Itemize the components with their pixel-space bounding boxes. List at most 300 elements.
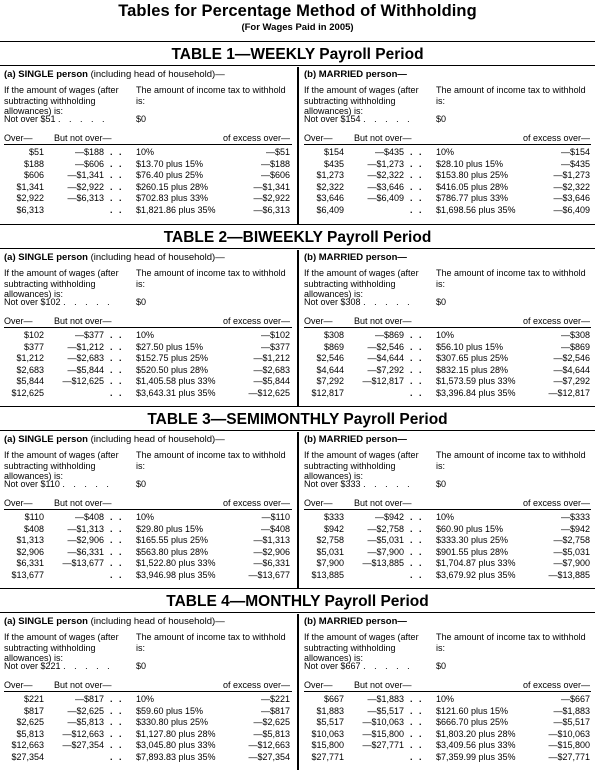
tax-to-withhold-label: The amount of income tax to withhold is:	[136, 85, 286, 106]
leader-dots: . .	[410, 523, 424, 534]
table-row	[4, 193, 292, 205]
section-top-rule	[0, 406, 595, 407]
excess-over-amount: —$667	[560, 694, 590, 704]
leader-dots: . .	[110, 204, 124, 215]
married-label: (b) MARRIED person—	[304, 252, 407, 263]
not-over-row	[304, 297, 413, 308]
leader-dots: . .	[410, 728, 424, 739]
leader-dots: . .	[410, 193, 424, 203]
over-amount: $2,906	[16, 546, 44, 557]
excess-over-amount: —$12,625	[248, 387, 290, 398]
but-not-over-amount: —$6,409	[367, 193, 404, 203]
col-header-but-not-over: But not over—	[354, 498, 412, 508]
table-row	[304, 740, 592, 752]
married-label: (b) MARRIED person—	[304, 616, 407, 627]
table-row	[304, 524, 592, 536]
tax-amount: $1,698.56 plus 35%	[436, 204, 516, 215]
leader-dots: . .	[410, 204, 424, 215]
but-not-over-amount: —$2,322	[367, 170, 404, 180]
over-amount: $5,031	[316, 546, 344, 557]
leader-dots: . .	[410, 512, 424, 522]
excess-over-amount: —$12,663	[248, 740, 290, 750]
tax-amount: $3,396.84 plus 35%	[436, 387, 516, 398]
tax-amount: $901.55 plus 28%	[436, 546, 509, 557]
table-row	[4, 388, 292, 400]
leader-dots: . . . . .	[58, 114, 108, 124]
col-header-over: Over—	[304, 680, 333, 690]
table-row	[4, 729, 292, 741]
tax-to-withhold-label: The amount of income tax to withhold is:	[136, 450, 286, 471]
single-panel-heading	[4, 435, 225, 446]
excess-over-amount: —$942	[560, 523, 590, 534]
leader-dots: . . . . .	[363, 479, 413, 489]
leader-dots: . . . . .	[363, 661, 413, 671]
excess-over-amount: —$408	[260, 523, 290, 534]
table-row	[4, 147, 292, 159]
not-over-tax: $0	[436, 297, 447, 307]
table-row	[304, 353, 592, 365]
leader-dots: . .	[110, 158, 124, 169]
table-row	[304, 159, 592, 171]
over-amount: $6,331	[16, 558, 44, 568]
excess-over-amount: —$7,292	[553, 376, 590, 386]
leader-dots: . .	[410, 158, 424, 169]
over-amount: $377	[23, 341, 44, 352]
excess-over-amount: —$5,517	[553, 717, 590, 727]
col-header-excess-over: of excess over—	[222, 133, 290, 143]
table-row	[304, 706, 592, 718]
over-amount: $27,771	[311, 751, 344, 762]
column-headers	[4, 498, 292, 509]
tax-amount: $153.80 plus 25%	[436, 170, 509, 180]
tax-amount: $416.05 plus 28%	[436, 181, 509, 192]
over-amount: $2,683	[16, 364, 44, 375]
col-header-excess-over: of excess over—	[522, 680, 590, 690]
excess-over-amount: —$4,644	[553, 364, 590, 375]
leader-dots: . .	[110, 535, 124, 545]
leader-dots: . .	[110, 341, 124, 352]
over-amount: $6,409	[316, 204, 344, 215]
column-headers	[4, 133, 292, 144]
wages-condition-label: If the amount of wages (after subtracting withholding allowances) is:	[304, 268, 419, 299]
leader-dots: . .	[110, 330, 124, 340]
tax-amount: $165.55 plus 25%	[136, 535, 209, 545]
not-over-row	[304, 114, 413, 125]
excess-over-amount: —$1,212	[253, 353, 290, 363]
leader-dots: . .	[110, 364, 124, 375]
bracket-rows	[304, 694, 592, 763]
tax-amount: $3,045.80 plus 33%	[136, 740, 216, 750]
table-row	[304, 342, 592, 354]
tax-amount: $666.70 plus 25%	[436, 717, 509, 727]
but-not-over-amount: —$435	[374, 147, 404, 157]
wages-condition-label: If the amount of wages (after subtracting withholding allowances) is:	[304, 632, 419, 663]
but-not-over-amount: —$188	[74, 147, 104, 157]
but-not-over-amount: —$2,906	[67, 535, 104, 545]
table-row	[4, 706, 292, 718]
over-amount: $27,354	[11, 751, 44, 762]
leader-dots: . .	[110, 728, 124, 739]
table-row	[304, 570, 592, 582]
single-label-suffix: (including head of household)—	[87, 69, 225, 80]
bracket-rows	[4, 694, 292, 763]
but-not-over-amount: —$377	[74, 330, 104, 340]
table-section	[0, 41, 595, 224]
tax-amount: $3,409.56 plus 33%	[436, 740, 516, 750]
leader-dots: . .	[410, 181, 424, 192]
but-not-over-amount: —$2,625	[67, 705, 104, 716]
but-not-over-amount: —$7,292	[367, 364, 404, 375]
over-amount: $1,313	[16, 535, 44, 545]
single-panel-heading	[4, 70, 225, 81]
excess-over-amount: —$188	[260, 158, 290, 169]
leader-dots: . .	[110, 193, 124, 203]
col-header-over: Over—	[4, 316, 33, 326]
married-label: (b) MARRIED person—	[304, 69, 407, 80]
over-amount: $154	[323, 147, 344, 157]
excess-over-amount: —$606	[260, 170, 290, 180]
over-amount: $188	[23, 158, 44, 169]
leader-dots: . .	[110, 147, 124, 157]
over-amount: $3,646	[316, 193, 344, 203]
table-row	[4, 694, 292, 706]
but-not-over-amount: —$6,331	[67, 546, 104, 557]
section-title: TABLE 3—SEMIMONTHLY Payroll Period	[147, 411, 448, 428]
table-row	[4, 159, 292, 171]
over-amount: $13,885	[311, 569, 344, 580]
not-over-row	[304, 661, 413, 672]
leader-dots: . .	[110, 387, 124, 398]
col-header-but-not-over: But not over—	[54, 316, 112, 326]
leader-dots: . .	[410, 376, 424, 386]
but-not-over-amount: —$869	[374, 330, 404, 340]
tax-to-withhold-label: The amount of income tax to withhold is:	[436, 268, 586, 289]
over-amount: $4,644	[316, 364, 344, 375]
tax-amount: $1,522.80 plus 33%	[136, 558, 216, 568]
excess-over-amount: —$1,883	[553, 705, 590, 716]
but-not-over-amount: —$13,677	[62, 558, 104, 568]
tax-amount: $59.60 plus 15%	[136, 705, 204, 716]
excess-over-amount: —$6,331	[253, 558, 290, 568]
section-top-rule	[0, 588, 595, 589]
col-header-excess-over: of excess over—	[222, 498, 290, 508]
leader-dots: . .	[410, 170, 424, 180]
table-row	[4, 535, 292, 547]
leader-dots: . .	[110, 694, 124, 704]
excess-over-amount: —$27,771	[548, 751, 590, 762]
table-row	[4, 524, 292, 536]
tax-amount: $3,679.92 plus 35%	[436, 569, 516, 580]
table-section	[0, 406, 595, 588]
panel-divider	[297, 250, 299, 406]
col-header-but-not-over: But not over—	[54, 498, 112, 508]
but-not-over-amount: —$13,885	[362, 558, 404, 568]
leader-dots: . .	[110, 751, 124, 762]
not-over-row	[4, 297, 113, 308]
tax-to-withhold-label: The amount of income tax to withhold is:	[436, 450, 586, 471]
not-over-tax: $0	[436, 661, 447, 671]
tax-amount: $1,803.20 plus 28%	[436, 728, 516, 739]
excess-over-amount: —$51	[265, 147, 290, 157]
but-not-over-amount: —$27,354	[62, 740, 104, 750]
tax-amount: 10%	[436, 330, 455, 340]
column-header-rule	[4, 144, 292, 145]
table-row	[4, 330, 292, 342]
section-title-rule	[0, 612, 595, 613]
table-row	[304, 330, 592, 342]
over-amount: $13,677	[11, 569, 44, 580]
table-row	[4, 570, 292, 582]
section-header	[0, 224, 595, 250]
but-not-over-amount: —$12,663	[62, 728, 104, 739]
over-amount: $221	[23, 694, 44, 704]
leader-dots: . .	[410, 717, 424, 727]
column-header-rule	[4, 691, 292, 692]
tax-amount: $520.50 plus 28%	[136, 364, 209, 375]
tax-amount: $76.40 plus 25%	[136, 170, 204, 180]
but-not-over-amount: —$12,625	[62, 376, 104, 386]
but-not-over-amount: —$2,546	[367, 341, 404, 352]
table-row	[4, 365, 292, 377]
tax-amount: $702.83 plus 33%	[136, 193, 209, 203]
leader-dots: . .	[110, 353, 124, 363]
not-over-amount: Not over $51	[4, 114, 56, 124]
col-header-over: Over—	[304, 133, 333, 143]
but-not-over-amount: —$2,758	[367, 523, 404, 534]
section-top-rule	[0, 41, 595, 42]
but-not-over-amount: —$3,646	[367, 181, 404, 192]
leader-dots: . .	[410, 147, 424, 157]
tax-amount: 10%	[136, 512, 155, 522]
wages-condition-label: If the amount of wages (after subtracting withholding allowances) is:	[4, 450, 119, 481]
table-row	[4, 182, 292, 194]
over-amount: $110	[24, 512, 44, 522]
tax-to-withhold-label: The amount of income tax to withhold is:	[436, 632, 586, 653]
table-row	[4, 547, 292, 559]
but-not-over-amount: —$1,341	[67, 170, 104, 180]
over-amount: $2,625	[16, 717, 44, 727]
tax-amount: $29.80 plus 15%	[136, 523, 204, 534]
col-header-excess-over: of excess over—	[522, 133, 590, 143]
table-row	[304, 205, 592, 217]
over-amount: $5,844	[16, 376, 44, 386]
but-not-over-amount: —$15,800	[362, 728, 404, 739]
column-header-rule	[304, 144, 591, 145]
but-not-over-amount: —$606	[74, 158, 104, 169]
table-row	[304, 694, 592, 706]
not-over-amount: Not over $308	[304, 297, 361, 307]
over-amount: $12,663	[11, 740, 44, 750]
leader-dots: . .	[410, 364, 424, 375]
leader-dots: . .	[110, 170, 124, 180]
table-row	[304, 535, 592, 547]
table-section	[0, 224, 595, 406]
over-amount: $12,625	[11, 387, 44, 398]
but-not-over-amount: —$1,273	[367, 158, 404, 169]
table-row	[4, 558, 292, 570]
over-amount: $606	[23, 170, 44, 180]
leader-dots: . .	[110, 558, 124, 568]
over-amount: $817	[23, 705, 44, 716]
but-not-over-amount: —$5,813	[67, 717, 104, 727]
excess-over-amount: —$110	[261, 512, 290, 522]
excess-over-amount: —$5,813	[253, 728, 290, 739]
tax-amount: $563.80 plus 28%	[136, 546, 209, 557]
excess-over-amount: —$333	[560, 512, 590, 522]
excess-over-amount: —$435	[560, 158, 590, 169]
excess-over-amount: —$102	[260, 330, 290, 340]
col-header-but-not-over: But not over—	[54, 133, 112, 143]
column-header-rule	[304, 327, 591, 328]
married-label: (b) MARRIED person—	[304, 434, 407, 445]
table-row	[4, 717, 292, 729]
but-not-over-amount: —$1,212	[67, 341, 104, 352]
tax-amount: $152.75 plus 25%	[136, 353, 209, 363]
single-label: (a) SINGLE person	[4, 252, 88, 263]
over-amount: $408	[23, 523, 44, 534]
over-amount: $102	[23, 330, 44, 340]
leader-dots: . .	[410, 353, 424, 363]
section-header	[0, 588, 595, 614]
over-amount: $7,900	[316, 558, 344, 568]
leader-dots: . .	[410, 341, 424, 352]
tax-to-withhold-label: The amount of income tax to withhold is:	[136, 632, 286, 653]
excess-over-amount: —$817	[260, 705, 290, 716]
over-amount: $2,922	[16, 193, 44, 203]
table-row	[304, 752, 592, 764]
but-not-over-amount: —$2,922	[67, 181, 104, 192]
column-headers	[304, 133, 592, 144]
col-header-over: Over—	[304, 316, 333, 326]
excess-over-amount: —$6,409	[553, 204, 590, 215]
section-title: TABLE 4—MONTHLY Payroll Period	[166, 593, 429, 610]
leader-dots: . .	[110, 569, 124, 580]
table-row	[304, 365, 592, 377]
not-over-tax: $0	[436, 114, 447, 124]
excess-over-amount: —$7,900	[553, 558, 590, 568]
tax-amount: $260.15 plus 28%	[136, 181, 209, 192]
wages-condition-label: If the amount of wages (after subtracting withholding allowances) is:	[4, 632, 119, 663]
single-label: (a) SINGLE person	[4, 69, 88, 80]
excess-over-amount: —$13,885	[548, 569, 590, 580]
leader-dots: . . . . .	[363, 297, 413, 307]
column-header-rule	[304, 509, 591, 510]
over-amount: $1,212	[16, 353, 44, 363]
but-not-over-amount: —$5,517	[367, 705, 404, 716]
page-subtitle: (For Wages Paid in 2005)	[241, 22, 354, 33]
but-not-over-amount: —$408	[74, 512, 104, 522]
tax-to-withhold-label: The amount of income tax to withhold is:	[436, 85, 586, 106]
over-amount: $333	[323, 512, 344, 522]
but-not-over-amount: —$1,883	[367, 694, 404, 704]
tax-amount: $1,821.86 plus 35%	[136, 204, 216, 215]
table-row	[4, 353, 292, 365]
col-header-over: Over—	[4, 680, 33, 690]
not-over-amount: Not over $154	[304, 114, 361, 124]
leader-dots: . .	[410, 705, 424, 716]
tax-amount: 10%	[436, 694, 455, 704]
excess-over-amount: —$154	[560, 147, 590, 157]
leader-dots: . . . . .	[62, 479, 112, 489]
single-label-suffix: (including head of household)—	[87, 616, 225, 627]
excess-over-amount: —$2,683	[253, 364, 290, 375]
excess-over-amount: —$13,677	[248, 569, 290, 580]
over-amount: $1,273	[316, 170, 344, 180]
tax-amount: $60.90 plus 15%	[436, 523, 504, 534]
leader-dots: . . . . .	[363, 114, 413, 124]
excess-over-amount: —$2,546	[553, 353, 590, 363]
leader-dots: . .	[110, 376, 124, 386]
over-amount: $942	[323, 523, 344, 534]
excess-over-amount: —$221	[260, 694, 290, 704]
excess-over-amount: —$27,354	[248, 751, 290, 762]
not-over-row	[4, 479, 112, 490]
column-header-rule	[4, 327, 292, 328]
but-not-over-amount: —$10,063	[362, 717, 404, 727]
leader-dots: . .	[410, 751, 424, 762]
col-header-excess-over: of excess over—	[522, 498, 590, 508]
tax-amount: $7,893.83 plus 35%	[136, 751, 216, 762]
column-headers	[4, 680, 292, 691]
bracket-rows	[304, 512, 592, 581]
single-panel-heading	[4, 617, 225, 628]
married-panel-heading	[304, 617, 407, 628]
excess-over-amount: —$2,625	[253, 717, 290, 727]
over-amount: $2,758	[316, 535, 344, 545]
column-headers	[304, 316, 592, 327]
leader-dots: . .	[110, 705, 124, 716]
over-amount: $12,817	[311, 387, 344, 398]
not-over-amount: Not over $667	[304, 661, 361, 671]
table-row	[304, 170, 592, 182]
excess-over-amount: —$1,341	[253, 181, 290, 192]
leader-dots: . .	[110, 740, 124, 750]
not-over-tax: $0	[436, 479, 447, 489]
over-amount: $5,517	[316, 717, 344, 727]
wages-condition-label: If the amount of wages (after subtracting withholding allowances) is:	[4, 268, 119, 299]
tax-amount: $1,405.58 plus 33%	[136, 376, 216, 386]
section-top-rule	[0, 224, 595, 225]
tax-amount: $1,127.80 plus 28%	[136, 728, 216, 739]
not-over-amount: Not over $102	[4, 297, 61, 307]
col-header-over: Over—	[4, 498, 33, 508]
tax-amount: $1,573.59 plus 33%	[436, 376, 516, 386]
over-amount: $1,341	[16, 181, 44, 192]
table-row	[4, 170, 292, 182]
page-title: Tables for Percentage Method of Withholding	[118, 2, 477, 20]
excess-over-amount: —$6,313	[253, 204, 290, 215]
tax-amount: $786.77 plus 33%	[436, 193, 509, 203]
leader-dots: . .	[110, 512, 124, 522]
col-header-excess-over: of excess over—	[222, 680, 290, 690]
over-amount: $308	[323, 330, 344, 340]
tax-amount: $28.10 plus 15%	[436, 158, 504, 169]
over-amount: $667	[323, 694, 344, 704]
not-over-tax: $0	[136, 114, 147, 124]
single-panel-heading	[4, 253, 225, 264]
not-over-tax: $0	[136, 661, 147, 671]
column-header-rule	[304, 691, 591, 692]
tax-amount: $27.50 plus 15%	[136, 341, 204, 352]
over-amount: $1,883	[316, 705, 344, 716]
single-label: (a) SINGLE person	[4, 616, 88, 627]
bracket-rows	[4, 330, 292, 399]
married-panel-heading	[304, 253, 407, 264]
tax-amount: 10%	[136, 694, 155, 704]
leader-dots: . .	[110, 717, 124, 727]
excess-over-amount: —$308	[560, 330, 590, 340]
married-panel-heading	[304, 70, 407, 81]
